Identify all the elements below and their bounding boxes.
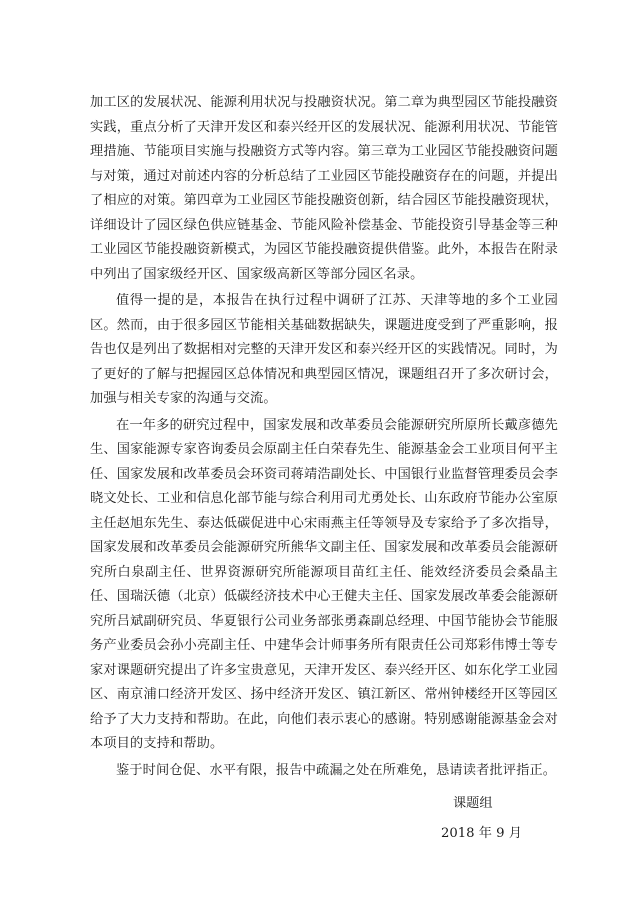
body-text bbox=[90, 91, 558, 783]
paragraph-research-notes: 值得一提的是，本报告在执行过程中调研了江苏、天津等地的多个工业园区。然而，由于很多园区节能相关基础数据缺失，课题进度受到了严重影响，报告也仅是列出了数据相对完整的天津开发区和泰兴经开区的实践情况。同时，为了更好的了解与把握园区总体情况和典型园区情况，课题组召开了多次研讨会，加强与相关专家的沟通与交流。 bbox=[90, 293, 558, 406]
paragraph-acknowledgements: 在一年多的研究过程中，国家发展和改革委员会能源研究所原所长戴彦德先生、国家能源专家咨询委员会原副主任白荣春先生、能源基金会工业项目何平主任、国家发展和改革委员会环资司蒋靖浩副处长、中国银行业监督管理委员会李晓文处长、工业和信息化部节能与综合利用司尤勇处长、山东政府节能办公室原主任赵旭东先生、泰达低碳促进中心宋雨燕主任等领导及专家给予了多次指导，国家发展和改革委员会能源研究所熊华文副主任、国家发展和改革委员会能源研究所白泉副主任、世界资源研究所能源项目苗红主任、能效经济委员会桑晶主任、国瑞沃德（北京）低碳经济技术中心王健夫主任、国家发展改革委会能源研究所吕斌副研究员、华夏银行公司业务部张勇森副总经理、中国节能协会节能服务产业委员会孙小亮副主任、中建华会计师事务所有限责任公司郑彩伟博士等专家对课题研究提出了许多宝贵意见，天津开发区、泰兴经开区、如东化学工业园区、南京浦口经济开发区、扬中经济开发区、镇江新区、常州钟楼经开区等园区给予了大力支持和帮助。在此，向他们表示衷心的感谢。特别感谢能源基金会对本项目的支持和帮助。 bbox=[90, 417, 558, 751]
paragraph-report-structure: 加工区的发展状况、能源利用状况与投融资状况。第二章为典型园区节能投融资实践，重点分析了天津开发区和泰兴经开区的发展状况、能源利用状况、节能管理措施、节能项目实施与投融资方式等内容。第三章为工业园区节能投融资问题与对策，通过对前述内容的分析总结了工业园区节能投融资存在的问题，并提出了相应的对策。第四章为工业园区节能投融资创新，结合园区节能投融资现状，详细设计了园区绿色供应链基金、节能风险补偿基金、节能投资引导基金等三种工业园区节能投融资新模式，为园区节能投融资提供借鉴。此外，本报告在附录中列出了国家级经开区、国家级高新区等部分园区名录。 bbox=[90, 95, 558, 282]
signature-date: 2018 年 9 月 bbox=[441, 826, 522, 841]
signature-organization: 课题组 bbox=[453, 796, 493, 811]
paragraph-closing-remark: 鉴于时间仓促、水平有限，报告中疏漏之处在所难免，恳请读者批评指正。 bbox=[116, 762, 557, 778]
